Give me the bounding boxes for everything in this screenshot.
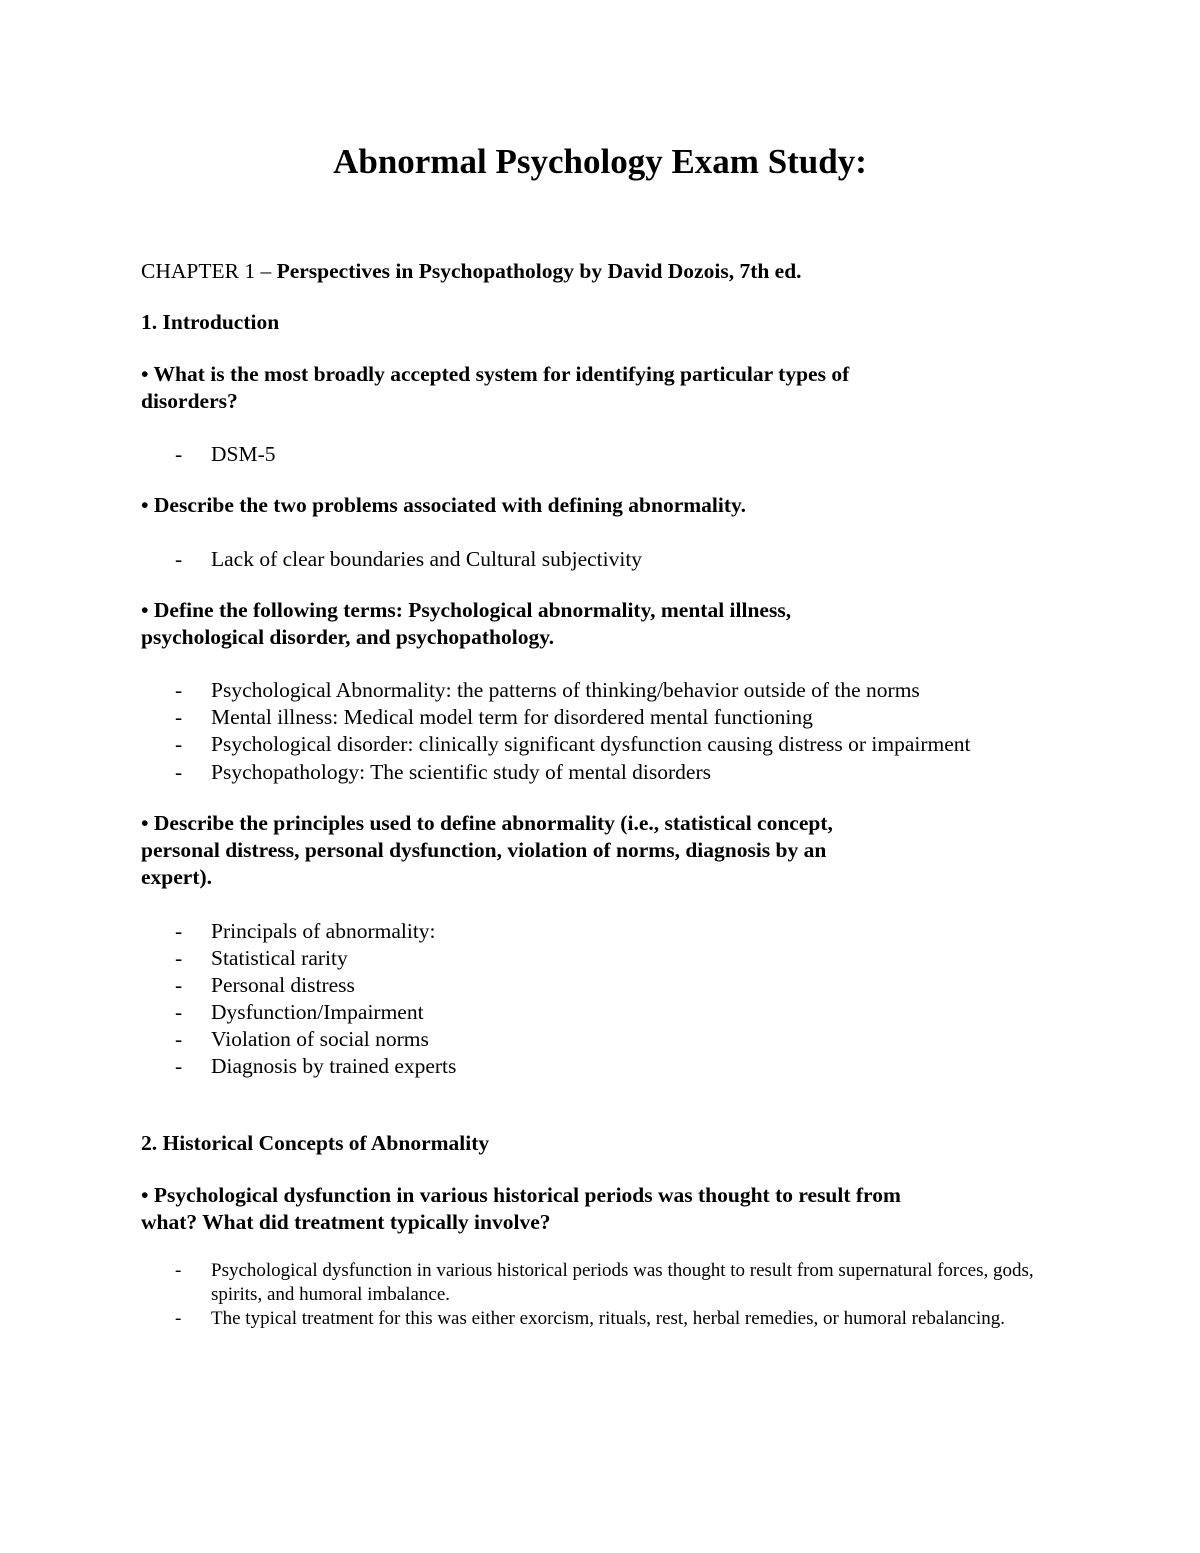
answer-text: Psychopathology: The scientific study of mental disorders [211,760,711,784]
dash-bullet: - [175,1000,183,1024]
dash-bullet: - [175,919,183,943]
section-heading-historical: 2. Historical Concepts of Abnormality [141,1131,490,1155]
answer-text: Diagnosis by trained experts [211,1054,457,1078]
dash-bullet: - [175,705,183,729]
dash-bullet: - [175,678,183,702]
dash-bullet: - [175,1260,182,1281]
answer-text: Lack of clear boundaries and Cultural subjectivity [211,547,643,571]
answer-text: Psychological dysfunction in various historical periods was thought to result from supernatural forces, gods, spirits, and humoral imbalance. [211,1260,1034,1305]
dash-bullet: - [175,1308,182,1329]
question-line: • Describe the principles used to define abnormality (i.e., statistical concept, [141,811,833,835]
section-heading-introduction: 1. Introduction [141,310,280,334]
answer-item [175,1053,456,1080]
question-line: psychological disorder, and psychopathology. [141,625,555,649]
answer-item [175,759,711,786]
question-line: what? What did treatment typically involve? [141,1210,551,1234]
chapter-prefix: CHAPTER 1 – [141,259,277,283]
answer-item [175,704,813,731]
question-line: • Define the following terms: Psychological abnormality, mental illness, [141,598,792,622]
dash-bullet: - [175,442,183,466]
answer-text: Mental illness: Medical model term for disordered mental functioning [211,705,813,729]
page-title: Abnormal Psychology Exam Study: [333,142,867,181]
answer-text: Violation of social norms [211,1027,429,1051]
answer-text: Psychological disorder: clinically significant dysfunction causing distress or impairment [211,732,971,756]
answer-item [175,546,642,573]
answer-item [175,972,355,999]
dash-bullet: - [175,760,183,784]
dash-bullet: - [175,547,183,571]
answer-text: Personal distress [211,973,355,997]
answer-text: Dysfunction/Impairment [211,1000,424,1024]
answer-item [175,1307,1065,1331]
dash-bullet: - [175,946,183,970]
answer-item [175,677,920,704]
dash-bullet: - [175,732,183,756]
question-line: • What is the most broadly accepted system for identifying particular types of [141,362,850,386]
answer-item [175,441,276,468]
answer-item [175,999,424,1026]
answer-text: Psychological Abnormality: the patterns of thinking/behavior outside of the norms [211,678,920,702]
chapter-heading [141,258,802,285]
question-line: • Describe the two problems associated with defining abnormality. [141,493,746,517]
answer-item [175,731,971,758]
dash-bullet: - [175,973,183,997]
answer-text: The typical treatment for this was either exorcism, rituals, rest, herbal remedies, or humoral rebalancing. [211,1308,1006,1329]
answer-item [175,1026,429,1053]
chapter-title: Perspectives in Psychopathology by David Dozois, 7th ed. [276,259,802,283]
answer-item [175,1259,1065,1307]
dash-bullet: - [175,1054,183,1078]
answer-item [175,945,348,972]
answer-text: Principals of abnormality: [211,919,436,943]
question-line: • Psychological dysfunction in various historical periods was thought to result from [141,1183,901,1207]
question-line: disorders? [141,389,238,413]
answer-text: DSM-5 [211,442,276,466]
dash-bullet: - [175,1027,183,1051]
question-line: personal distress, personal dysfunction, violation of norms, diagnosis by an [141,838,827,862]
answer-text: Statistical rarity [211,946,348,970]
answer-item [175,918,436,945]
question-line: expert). [141,865,213,889]
